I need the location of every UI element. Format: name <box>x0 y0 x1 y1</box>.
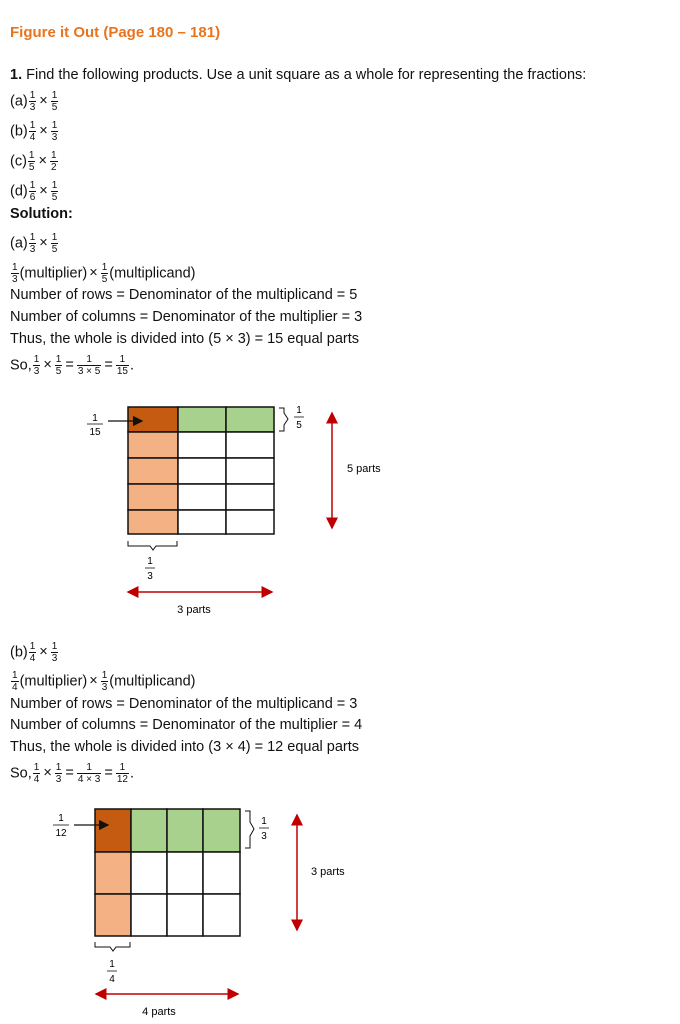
solution-b-title: (b) $\frac{1}{4}$ × $\frac{1}{3}$ <box>10 641 58 664</box>
cell <box>131 852 167 894</box>
solution-a-result: So, $\frac{1}{3}$ × $\frac{1}{5}$ = $\frac{1}{3 \times 5}$ = $\frac{1}{15}$ . <box>10 354 134 377</box>
fraction: $\frac{1}{6}$ <box>29 180 36 203</box>
cell-highlight <box>128 407 178 432</box>
row-label-den: 3 <box>261 831 267 842</box>
cell-orange <box>95 894 131 936</box>
cell <box>178 458 226 484</box>
height-label: 5 parts <box>347 463 381 475</box>
cell <box>167 894 203 936</box>
width-label: 4 parts <box>142 1006 176 1018</box>
col-label-den: 3 <box>147 571 153 582</box>
solution-label: Solution: <box>10 206 73 222</box>
question-part-c: (c) $\frac{1}{5}$ × $\frac{1}{2}$ <box>10 150 57 173</box>
question-line <box>10 66 586 84</box>
solution-b-roles: $\frac{1}{4}$ (multiplier) × $\frac{1}{3}$ (multiplicand) <box>12 670 196 693</box>
cell-label-den: 15 <box>89 427 101 438</box>
solution-b-cols: Number of columns = Denominator of the multiplier = 4 <box>10 717 363 733</box>
col-brace <box>95 942 130 951</box>
cell-green <box>131 809 167 852</box>
page-heading: Figure it Out (Page 180 – 181) <box>10 24 221 41</box>
col-label-num: 1 <box>147 556 153 567</box>
row-brace <box>279 408 288 431</box>
cell <box>178 432 226 458</box>
cell <box>178 484 226 510</box>
cell <box>131 894 167 936</box>
cell <box>226 484 274 510</box>
cell-green <box>226 407 274 432</box>
cell-orange <box>128 510 178 534</box>
solution-b-result: So, $\frac{1}{4}$ × $\frac{1}{3}$ = $\frac{1}{4 \times 3}$ = $\frac{1}{12}$ . <box>10 762 134 785</box>
fraction: $\frac{1}{3}$ <box>29 90 36 113</box>
cell-orange <box>128 484 178 510</box>
cell-label-den: 12 <box>55 828 67 839</box>
solution-b-whole: Thus, the whole is divided into (3 × 4) = 12 equal parts <box>10 739 360 755</box>
cell-orange <box>128 458 178 484</box>
cell <box>203 852 240 894</box>
cell-green <box>178 407 226 432</box>
question-text: Find the following products. Use a unit square as a whole for representing the fractions: <box>26 67 587 83</box>
cell-label-num: 1 <box>92 413 98 424</box>
row-label-den: 5 <box>296 420 302 431</box>
cell <box>226 458 274 484</box>
cell-orange <box>95 852 131 894</box>
cell <box>226 432 274 458</box>
solution-b-rows: Number of rows = Denominator of the multiplicand = 3 <box>10 696 358 712</box>
fraction: $\frac{1}{4}$ <box>29 120 36 143</box>
width-label: 3 parts <box>177 604 211 616</box>
solution-a-rows: Number of rows = Denominator of the multiplicand = 5 <box>10 287 358 303</box>
question-number: 1. <box>10 67 23 83</box>
question-part-b: (b) $\frac{1}{4}$ × $\frac{1}{3}$ <box>10 120 58 143</box>
cell <box>178 510 226 534</box>
height-label: 3 parts <box>311 866 345 878</box>
solution-a-whole: Thus, the whole is divided into (5 × 3) = 15 equal parts <box>10 331 360 347</box>
solution-a-cols: Number of columns = Denominator of the multiplier = 3 <box>10 309 363 325</box>
question-part-d: (d) $\frac{1}{6}$ × $\frac{1}{5}$ <box>10 180 58 203</box>
cell-green <box>167 809 203 852</box>
row-label-num: 1 <box>261 816 267 827</box>
row-label-num: 1 <box>296 405 302 416</box>
solution-a-title: (a) $\frac{1}{3}$ × $\frac{1}{5}$ <box>10 232 58 255</box>
col-label-den: 4 <box>109 974 115 985</box>
fraction: $\frac{1}{3}$ <box>51 120 58 143</box>
cell <box>167 852 203 894</box>
cell-orange <box>128 432 178 458</box>
fraction: $\frac{1}{2}$ <box>50 150 57 173</box>
cell <box>226 510 274 534</box>
fraction: $\frac{1}{5}$ <box>51 90 58 113</box>
cell-highlight <box>95 809 131 852</box>
question-part-a: (a) $\frac{1}{3}$ × $\frac{1}{5}$ <box>10 90 58 113</box>
cell-green <box>203 809 240 852</box>
row-brace <box>245 811 254 848</box>
fraction: $\frac{1}{5}$ <box>28 150 35 173</box>
cell-label-num: 1 <box>58 813 64 824</box>
col-brace <box>128 541 177 550</box>
solution-a-roles: $\frac{1}{3}$ (multiplier) × $\frac{1}{5}$ (multiplicand) <box>12 262 196 285</box>
fraction: $\frac{1}{5}$ <box>51 180 58 203</box>
grid-a <box>128 407 274 534</box>
col-label-num: 1 <box>109 959 115 970</box>
grid-b <box>95 809 240 936</box>
cell <box>203 894 240 936</box>
